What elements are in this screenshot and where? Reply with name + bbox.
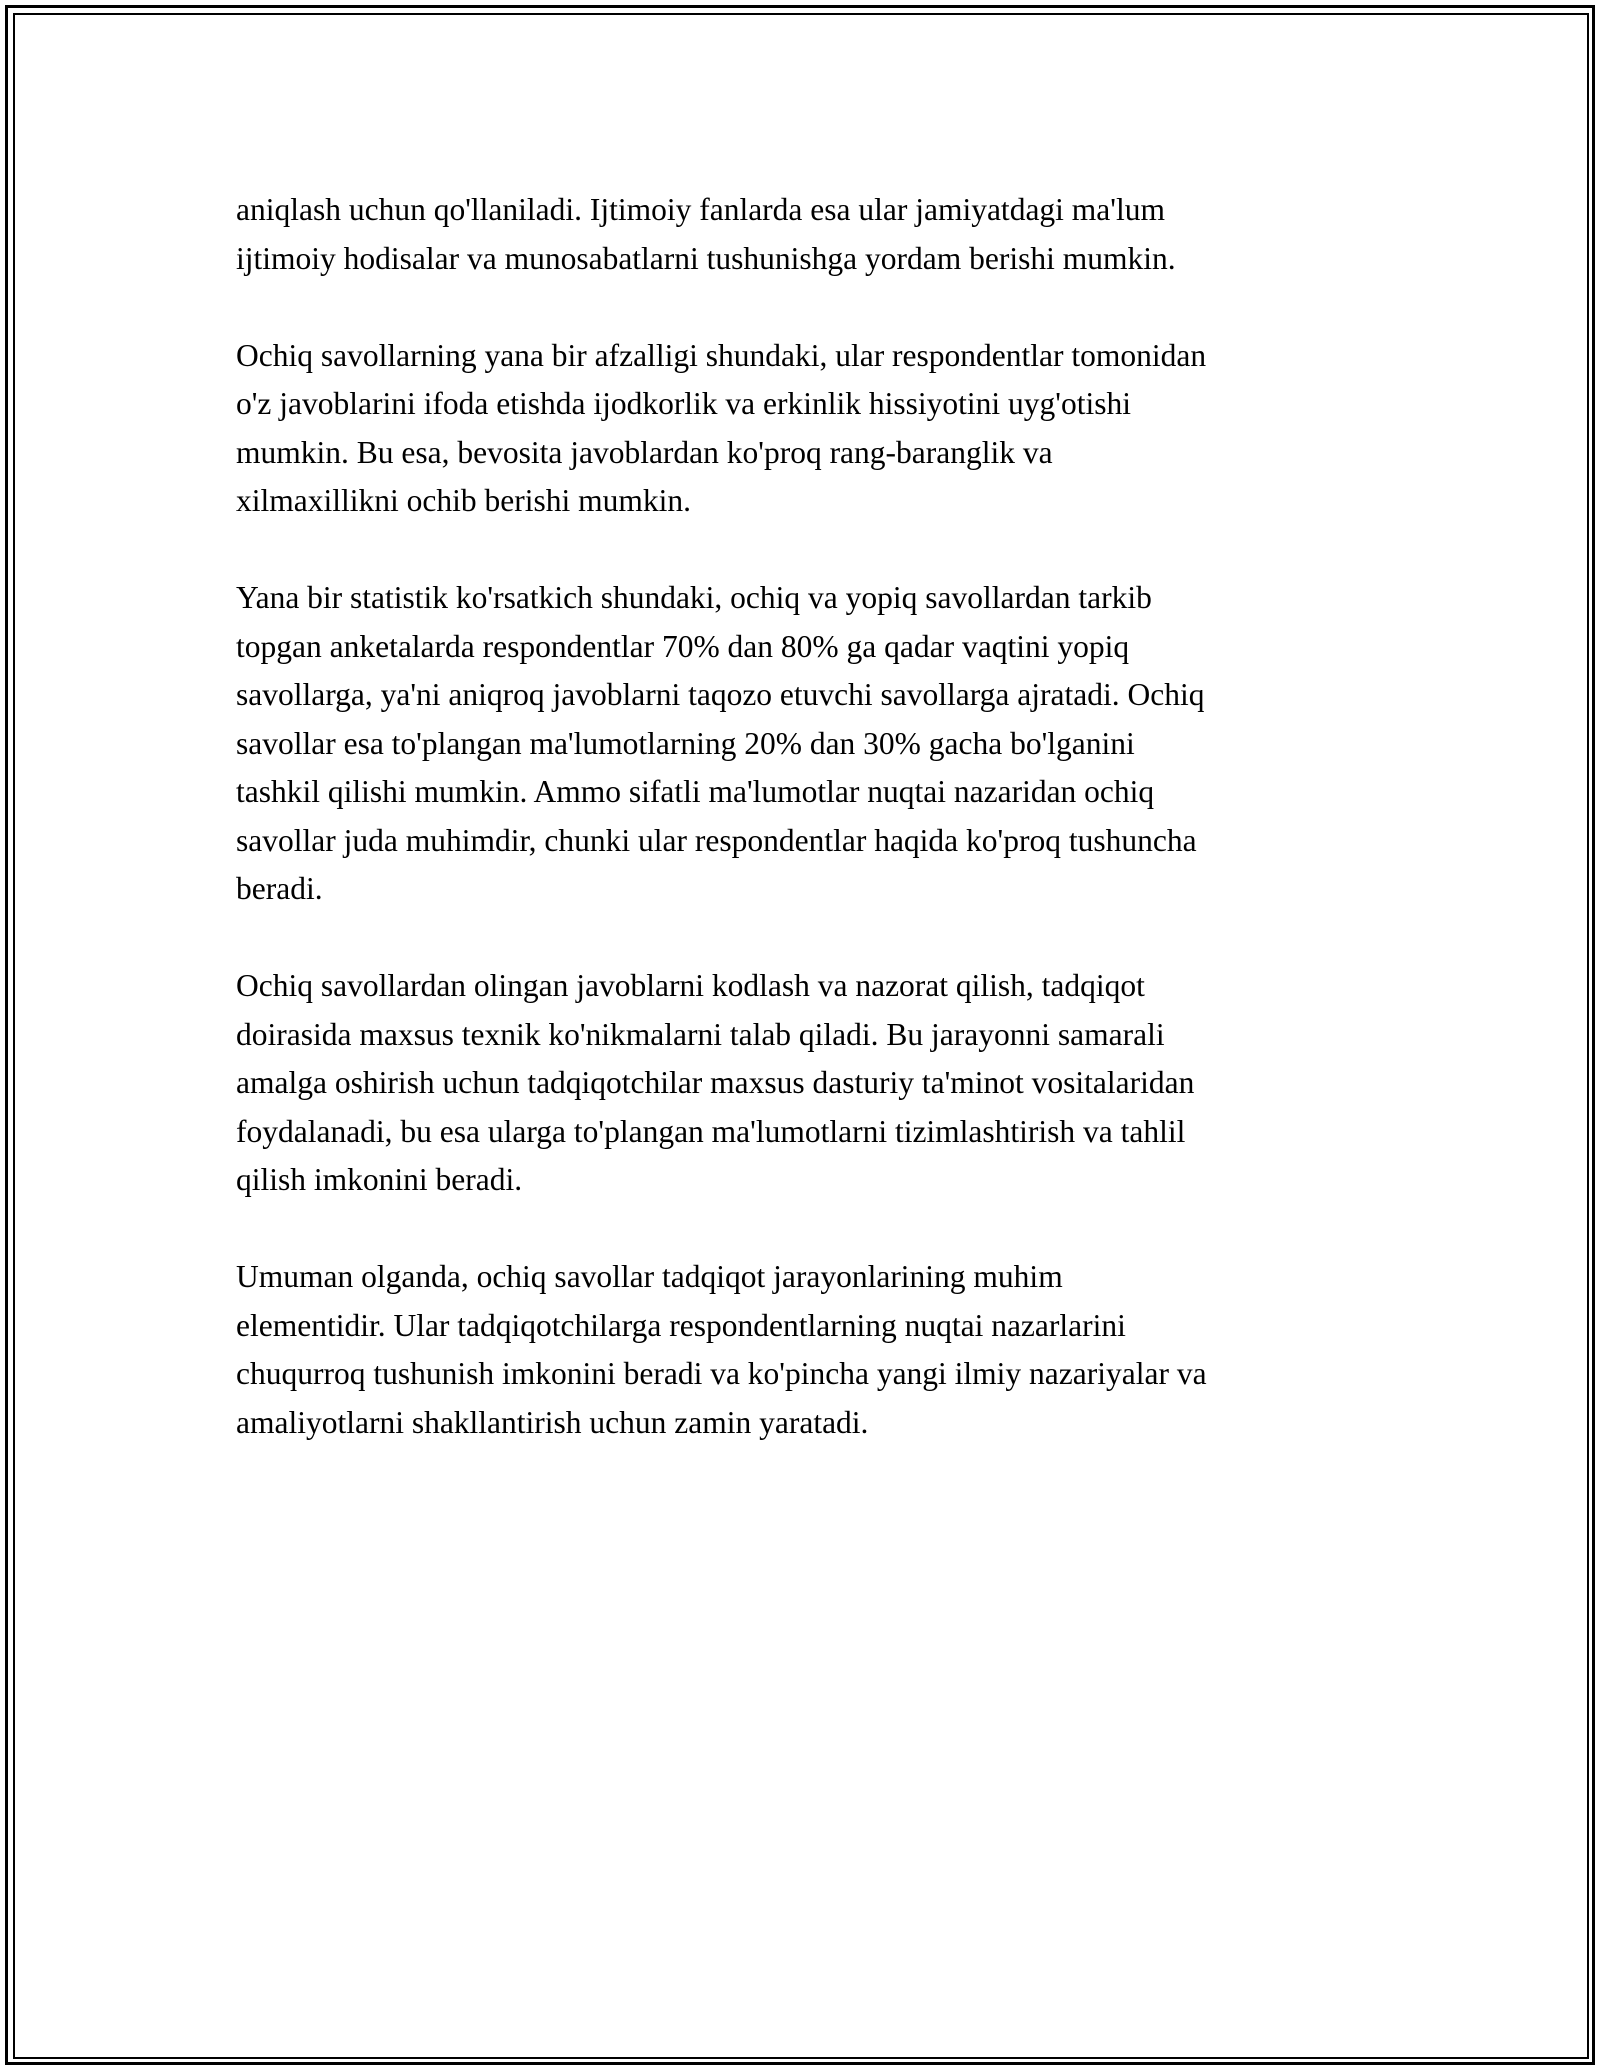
paragraph-2: Ochiq savollarning yana bir afzalligi shundaki, ular respondentlar tomonidan o'z javoblarini ifoda etishda ijodkorlik va erkinlik hissiyotini uyg'otishi mumkin. Bu esa, bevosita javoblardan ko'proq rang-baranglik va xilmaxillikni ochib berishi mumkin. [236, 337, 1207, 518]
document-body [236, 186, 1406, 1496]
paragraph-4: Ochiq savollardan olingan javoblarni kodlash va nazorat qilish, tadqiqot doirasida maxsus texnik ko'nikmalarni talab qiladi. Bu jarayonni samarali amalga oshirish uchun tadqiqotchilar maxsus dasturiy ta'minot vositalaridan foydalanadi, bu esa ularga to'plangan ma'lumotlarni tizimlashtirish va tahlil qilish imkonini beradi. [236, 968, 1195, 1197]
paragraph-1: aniqlash uchun qo'llaniladi. Ijtimoiy fanlarda esa ular jamiyatdagi ma'lum ijtimoiy hodisalar va munosabatlarni tushunishga yordam berishi mumkin. [236, 192, 1176, 276]
paragraph-5: Umuman olganda, ochiq savollar tadqiqot jarayonlarining muhim elementidir. Ular tadqiqotchilarga respondentlarning nuqtai nazarlarini chuqurroq tushunish imkonini beradi va ko'pincha yangi ilmiy nazariyalar va amaliyotlarni shakllantirish uchun zamin yaratadi. [236, 1259, 1207, 1440]
paragraph-3: Yana bir statistik ko'rsatkich shundaki, ochiq va yopiq savollardan tarkib topgan anketalarda respondentlar 70% dan 80% ga qadar vaqtini yopiq savollarga, ya'ni aniqroq javoblarni taqozo etuvchi savollarga ajratadi. Ochiq savollar esa to'plangan ma'lumotlarning 20% dan 30% gacha bo'lganini tashkil qilishi mumkin. Ammo sifatli ma'lumotlar nuqtai nazaridan ochiq savollar juda muhimdir, chunki ular respondentlar haqida ko'proq tushuncha beradi. [236, 580, 1205, 906]
